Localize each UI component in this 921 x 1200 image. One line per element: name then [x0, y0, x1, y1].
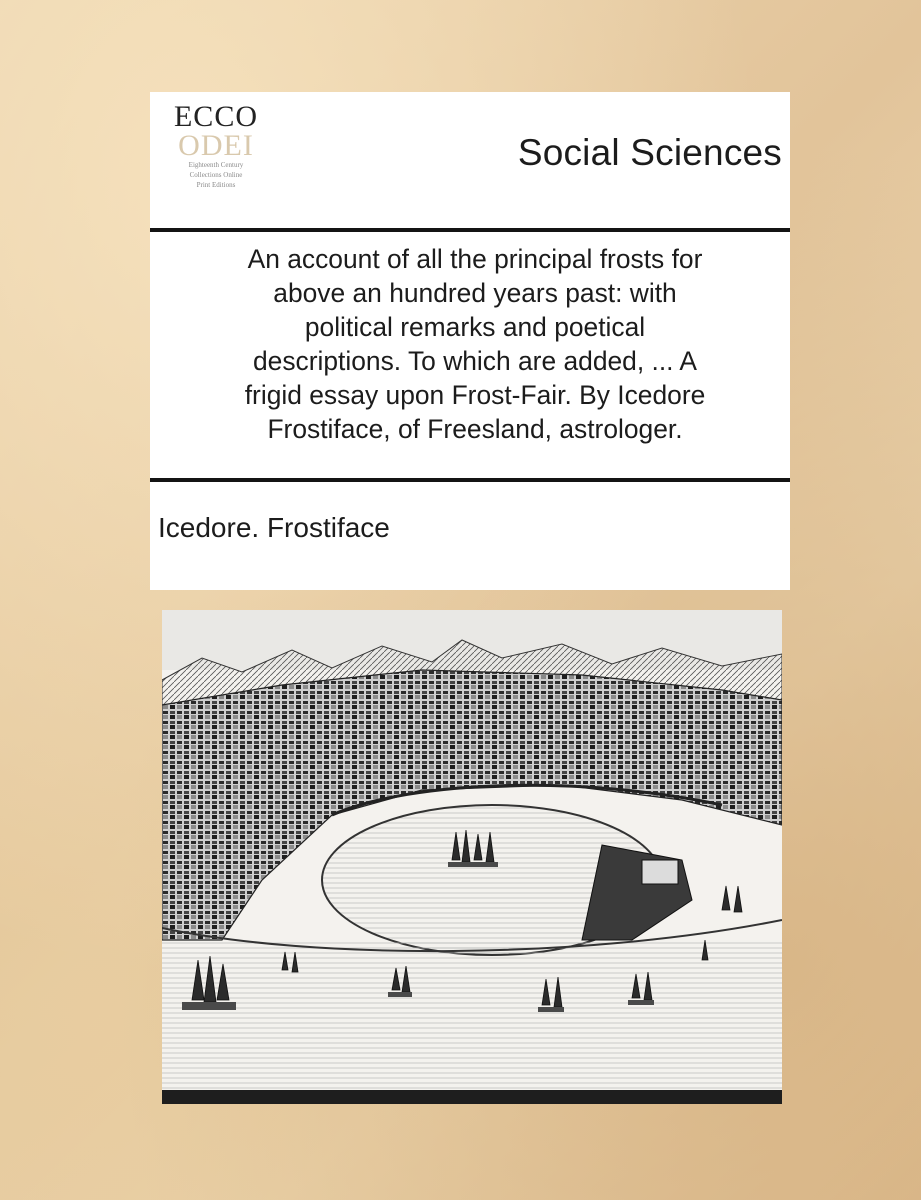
- logo-ghost-mark: ODEI: [178, 129, 254, 162]
- book-title: An account of all the principal frosts for above an hundred years past: with political remarks and poetical descriptions. To which are added, ... A frigid essay upon Frost-Fair. By Icedore Frostiface, of Freesland, astrologer.: [244, 244, 706, 444]
- book-cover: [150, 92, 790, 1104]
- harbor-engraving-image: [162, 610, 782, 1104]
- logo-mark: ECCO: [173, 100, 258, 133]
- book-author: Icedore. Frostiface: [158, 512, 390, 543]
- logo-subtitle-line: Eighteenth Century: [188, 161, 244, 169]
- title-panel: [150, 232, 790, 478]
- engraving-illustration: [162, 610, 782, 1104]
- logo-subtitle-line: Print Editions: [196, 181, 236, 189]
- cover-header: [150, 92, 790, 228]
- series-label: Social Sciences: [517, 132, 782, 173]
- ecco-logo: [168, 102, 264, 214]
- logo-subtitle-line: Collections Online: [189, 171, 243, 179]
- author-panel: [150, 482, 790, 590]
